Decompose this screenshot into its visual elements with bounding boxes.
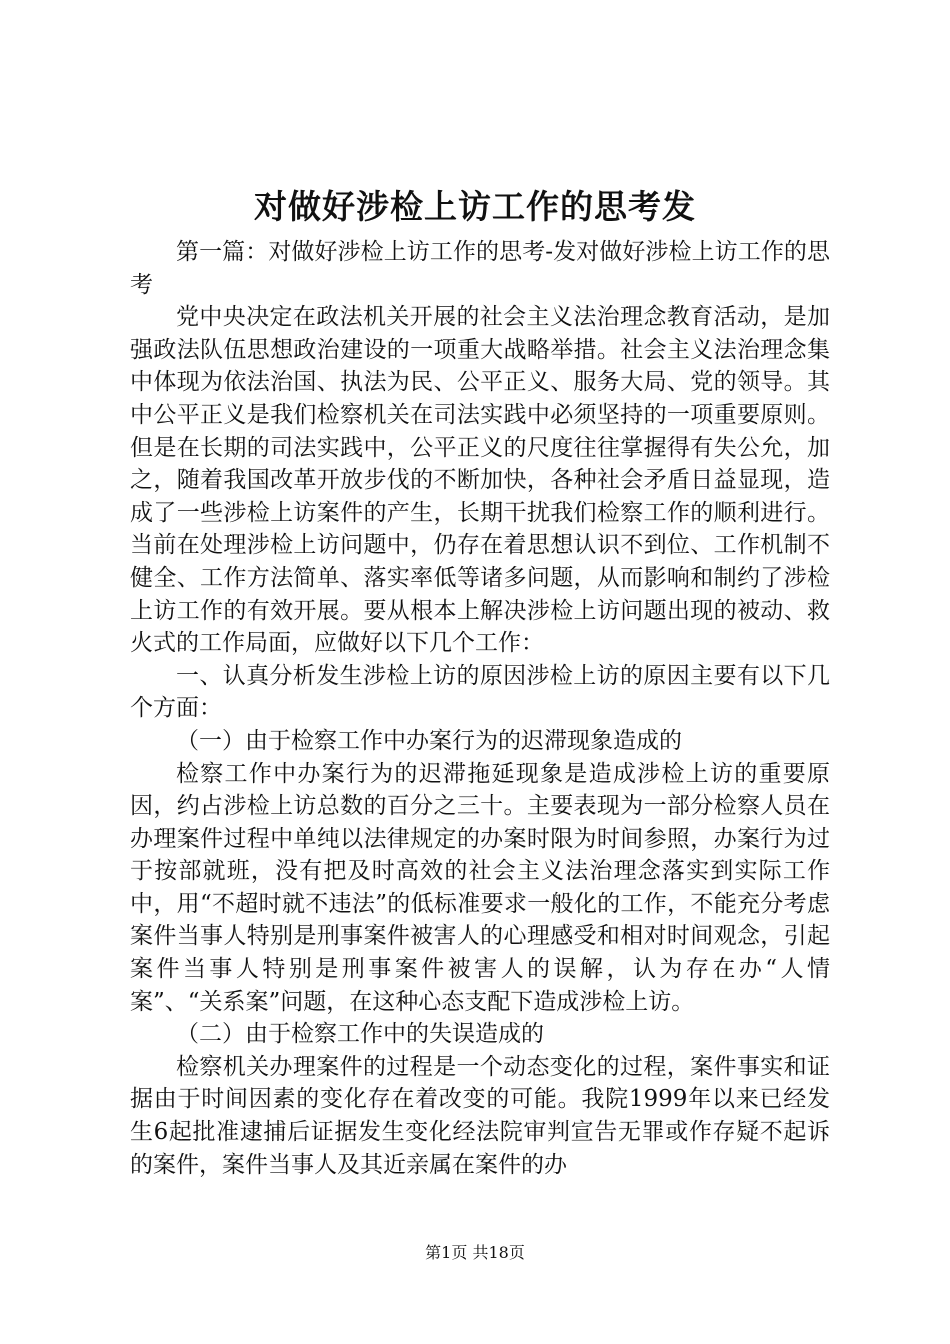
paragraph-subsection-one-body: 检察工作中办案行为的迟滞拖延现象是造成涉检上访的重要原因，约占涉检上访总数的百分之三十。主要表现为一部分检察人员在办理案件过程中单纯以法律规定的办案时限为时间参照，办案行为过于按部就班，没有把及时高效的社会主义法治理念落实到实际工作中，用“不超时就不违法”的低标准要求一般化的工作，不能充分考虑案件当事人特别是刑事案件被害人的心理感受和相对时间观念，引起案件当事人特别是刑事案件被害人的误解，认为存在办“人情案”、“关系案”问题，在这种心态支配下造成涉检上访。 — [130, 760, 830, 1015]
page-footer — [0, 1243, 950, 1263]
page-number: 第1页 — [425, 1243, 468, 1262]
paragraph-section-one: 一、认真分析发生涉检上访的原因涉检上访的原因主要有以下几个方面： — [130, 662, 830, 722]
paragraph-intro: 党中央决定在政法机关开展的社会主义法治理念教育活动，是加强政法队伍思想政治建设的一项重大战略举措。社会主义法治理念集中体现为依法治国、执法为民、公平正义、服务大局、党的领导。其中公平正义是我们检察机关在司法实践中必须坚持的一项重要原则。但是在长期的司法实践中，公平正义的尺度往往掌握得有失公允，加之，随着我国改革开放步伐的不断加快，各种社会矛盾日益显现，造成了一些涉检上访案件的产生，长期干扰我们检察工作的顺利进行。当前在处理涉检上访问题中，仍存在着思想认识不到位、工作机制不健全、工作方法简单、落实率低等诸多问题，从而影响和制约了涉检上访工作的有效开展。要从根本上解决涉检上访问题出现的被动、救火式的工作局面，应做好以下几个工作： — [130, 304, 830, 657]
document-body — [130, 236, 830, 1181]
paragraph-subsection-two-body: 检察机关办理案件的过程是一个动态变化的过程，案件事实和证据由于时间因素的变化存在着改变的可能。我院1999年以来已经发生6起批准逮捕后证据发生变化经法院审判宣告无罪或作存疑不起诉的案件，案件当事人及其近亲属在案件的办 — [130, 1053, 830, 1178]
paragraph-chapter-heading: 第一篇：对做好涉检上访工作的思考-发对做好涉检上访工作的思考 — [130, 239, 830, 298]
paragraph-subsection-two-heading: （二）由于检察工作中的失误造成的 — [176, 1021, 544, 1048]
paragraph-subsection-one-heading: （一）由于检察工作中办案行为的迟滞现象造成的 — [176, 727, 682, 754]
page-total: 共18页 — [472, 1243, 525, 1262]
document-title: 对做好涉检上访工作的思考发 — [254, 187, 696, 226]
